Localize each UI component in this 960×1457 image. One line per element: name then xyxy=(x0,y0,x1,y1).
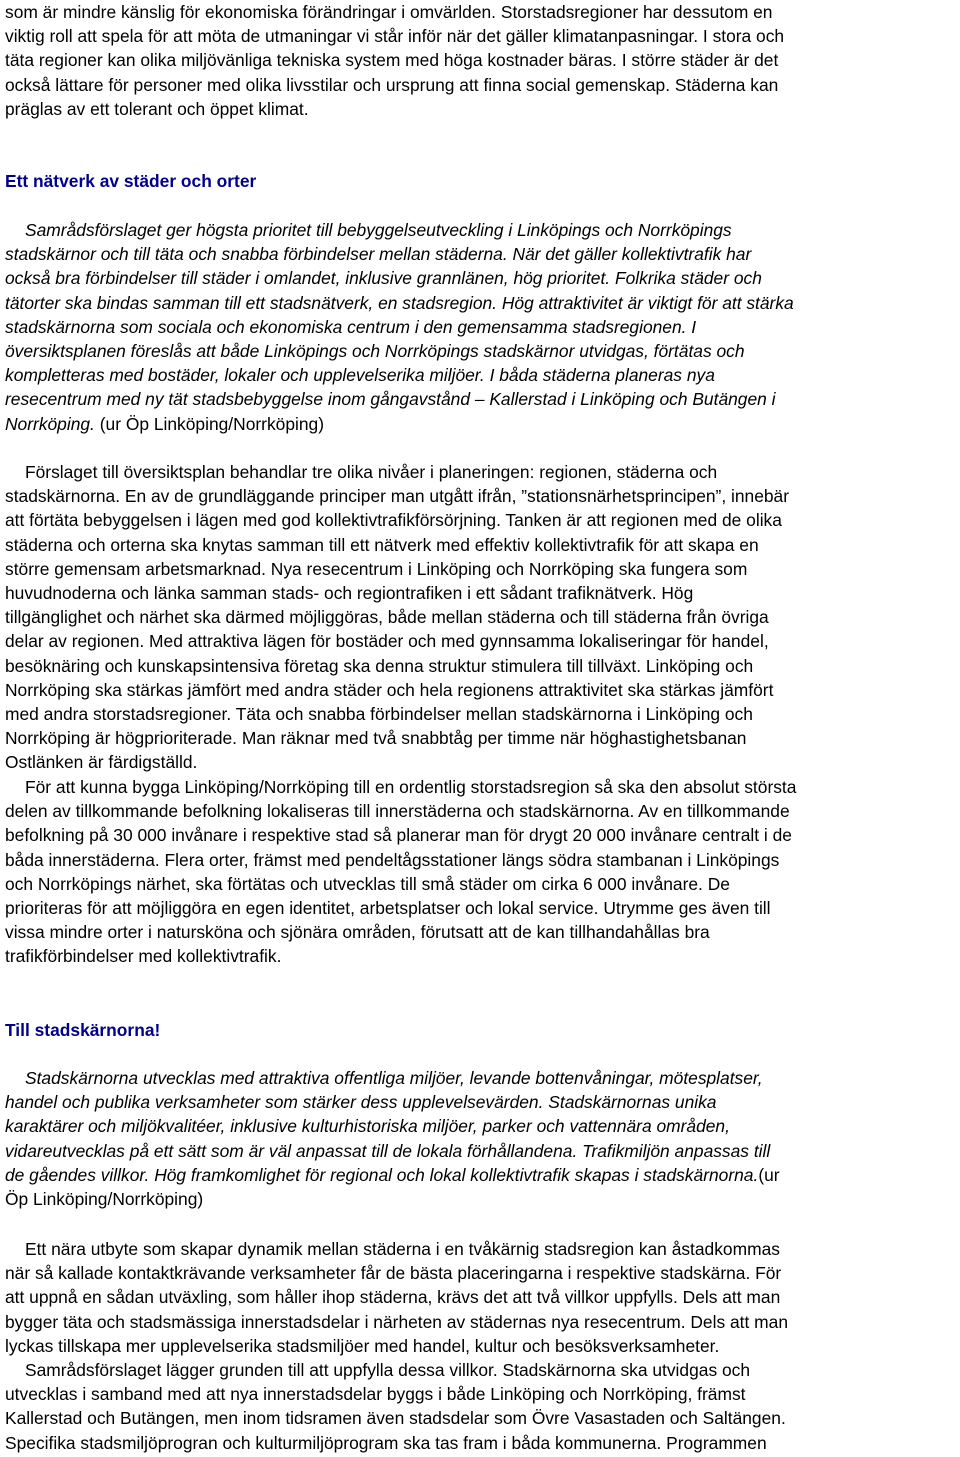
quote-source: (ur Öp Linköping/Norrköping) xyxy=(94,413,324,434)
section-heading-city-cores: Till stadskärnorna! xyxy=(5,1020,161,1040)
body-line: vissa mindre orter i natursköna och sjönära områden, förutsatt att de kan tillhandahållas bra xyxy=(5,922,710,943)
body-line: Specifika stadsmiljöprogran och kulturmiljöprogram ska tas fram i båda kommunerna. Programmen xyxy=(5,1432,767,1453)
quote-line: karaktärer och miljökvalitéer, inklusive kulturhistoriska miljöer, parker och vattennära områden, xyxy=(5,1116,730,1137)
quote-line: resecentrum med ny tät stadsbebyggelse inom gångavstånd – Kallerstad i Linköping och Butängen i xyxy=(5,389,776,410)
body-line: tillgänglighet och närhet ska därmed möjliggöras, både mellan städerna och till städerna från övriga xyxy=(5,607,769,628)
body-line: huvudnoderna och länka samman stads- och regiontrafiken i ett sådant trafiknätverk. Hög xyxy=(5,583,694,604)
quote-line: handel och publika verksamheter som stärker dess upplevelsevärden. Stadskärnornas unika xyxy=(5,1092,717,1113)
body-line: Samrådsförslaget lägger grunden till att uppfylla dessa villkor. Stadskärnorna ska utvidgas och xyxy=(25,1360,751,1380)
body-line: lyckas tillskapa mer upplevelserika stadsmiljöer med handel, kultur och besöksverksamheter. xyxy=(5,1335,720,1356)
body-line: För att kunna bygga Linköping/Norrköping till en ordentlig storstadsregion så ska den absolut största xyxy=(25,777,797,797)
body-line: trafikförbindelser med kollektivtrafik. xyxy=(5,946,282,967)
body-line: att uppnå en sådan utväxling, som håller ihop städerna, krävs det att två villkor uppfylls. Dels att man xyxy=(5,1287,781,1308)
body-line: och Norrköpings närhet, ska förtätas och utvecklas till små städer om cirka 6 000 invånare. De xyxy=(5,873,730,894)
intro-line: som är mindre känslig för ekonomiska förändringar i omvärlden. Storstadsregioner har dessutom en xyxy=(5,2,773,22)
body-line: prioriteras för att möjliggöra en egen identitet, arbetsplatser och lokal service. Utrymme ges även till xyxy=(5,898,771,919)
body-line: Norrköping är högprioriterade. Man räknar med två snabbtåg per timme när höghastighetsbanan xyxy=(5,728,747,749)
body-line: befolkning på 30 000 invånare i respektive stad så planerar man för drygt 20 000 invånare centralt i de xyxy=(5,825,792,846)
body-paragraph-population xyxy=(5,775,955,969)
quote-paragraph-network xyxy=(5,218,955,436)
quote-last-line xyxy=(5,1163,955,1187)
body-line: Ostlänken är färdigställd. xyxy=(5,752,198,773)
quote-line: tätorter ska bindas samman till ett stadsnätverk, en stadsregion. Hög attraktivitet är viktigt för att stärka xyxy=(5,292,794,313)
body-line: båda innerstäderna. Flera orter, främst med pendeltågsstationer längs södra stambanan i Linköpings xyxy=(5,849,780,870)
body-line: delen av tillkommande befolkning lokaliseras till innerstäderna och stadskärnorna. Av en tillkommande xyxy=(5,801,790,822)
section-heading-network: Ett nätverk av städer och orter xyxy=(5,171,257,191)
intro-line: viktig roll att spela för att möta de utmaningar vi står inför när det gäller klimatanpasningar. I stora och xyxy=(5,26,785,47)
body-line: med andra storstadsregioner. Täta och snabba förbindelser mellan stadskärnorna i Linköping och xyxy=(5,704,753,725)
body-line: att förtäta bebyggelsen i lägen med god kollektivtrafikförsörjning. Tanken är att regionen med de olika xyxy=(5,510,782,531)
intro-line: täta regioner kan olika miljövänliga tekniska system med höga kostnader bäras. I större städer är det xyxy=(5,50,779,71)
quote-last-text: de gåendes villkor. Hög framkomlighet för regional och lokal kollektivtrafik skapas i stadskärnorna. xyxy=(5,1164,759,1185)
body-paragraph-proposal xyxy=(5,1358,955,1455)
quote-line: Stadskärnorna utvecklas med attraktiva offentliga miljöer, levande bottenvåningar, mötesplatser, xyxy=(25,1068,763,1088)
quote-last-line xyxy=(5,412,955,436)
body-line: Ett nära utbyte som skapar dynamik mellan städerna i en tvåkärnig stadsregion kan åstadkommas xyxy=(25,1239,780,1259)
intro-line: också lättare för personer med olika livsstilar och ursprung att finna social gemenskap. Städerna kan xyxy=(5,74,779,95)
intro-paragraph xyxy=(5,0,955,121)
quote-line: stadskärnorna som sociala och ekonomiska centrum i den gemensamma stadsregionen. I xyxy=(5,316,697,337)
body-line: stadskärnorna. En av de grundläggande principer man utgått ifrån, ”stationsnärhetsprincipen”, innebär xyxy=(5,486,790,507)
quote-line: stadskärnor och till täta och snabba förbindelser mellan städerna. När det gäller kollektivtrafik har xyxy=(5,244,752,265)
quote-source-prefix: (ur xyxy=(758,1164,780,1185)
body-paragraph-exchange xyxy=(5,1237,955,1358)
body-line: utvecklas i samband med att nya innerstadsdelar byggs i både Linköping och Norrköping, främst xyxy=(5,1384,746,1405)
quote-line: översiktsplanen föreslås att både Linköpings och Norrköpings stadskärnor utvidgas, förtätas och xyxy=(5,341,745,362)
quote-line: Samrådsförslaget ger högsta prioritet till bebyggelseutveckling i Linköpings och Norrköpings xyxy=(25,220,732,240)
intro-line: präglas av ett tolerant och öppet klimat. xyxy=(5,98,309,119)
body-line: delar av regionen. Med attraktiva lägen för bostäder och med gynnsamma lokaliseringar för handel, xyxy=(5,631,769,652)
body-line: Norrköping ska stärkas jämfört med andra städer och hela regionens attraktivitet ska stärkas jämfört xyxy=(5,679,774,700)
quote-source: Öp Linköping/Norrköping) xyxy=(5,1189,204,1210)
body-line: städerna och orterna ska knytas samman till ett nätverk med effektiv kollektivtrafik för att skapa en xyxy=(5,534,759,555)
quote-line: vidareutvecklas på ett sätt som är väl anpassat till de lokala förhållandena. Trafikmiljön anpassas till xyxy=(5,1140,771,1161)
body-line: Kallerstad och Butängen, men inom tidsramen även stadsdelar som Övre Vasastaden och Saltängen. xyxy=(5,1408,786,1429)
quote-last-text: Norrköping. xyxy=(5,413,95,434)
body-line: besöknäring och kunskapsintensiva företag ska denna struktur stimulera till tillväxt. Linköping och xyxy=(5,655,754,676)
quote-line: också bra förbindelser till städer i omlandet, inklusive grannlänen, hög prioritet. Folkrika städer och xyxy=(5,268,762,289)
body-line: Förslaget till översiktsplan behandlar tre olika nivåer i planeringen: regionen, städerna och xyxy=(25,462,718,482)
quote-paragraph-city-cores xyxy=(5,1066,955,1211)
body-paragraph-overview xyxy=(5,460,955,775)
body-line: bygger täta och stadsmässiga innerstadsdelar i närheten av städernas nya resecentrum. Dels att man xyxy=(5,1311,788,1332)
body-line: när så kallade kontaktkrävande verksamheter får de bästa placeringarna i respektive stadskärna. För xyxy=(5,1263,782,1284)
quote-line: kompletteras med bostäder, lokaler och upplevelserika miljöer. I båda städerna planeras nya xyxy=(5,365,715,386)
body-line: större gemensam arbetsmarknad. Nya resecentrum i Linköping och Norrköping ska fungera som xyxy=(5,558,748,579)
